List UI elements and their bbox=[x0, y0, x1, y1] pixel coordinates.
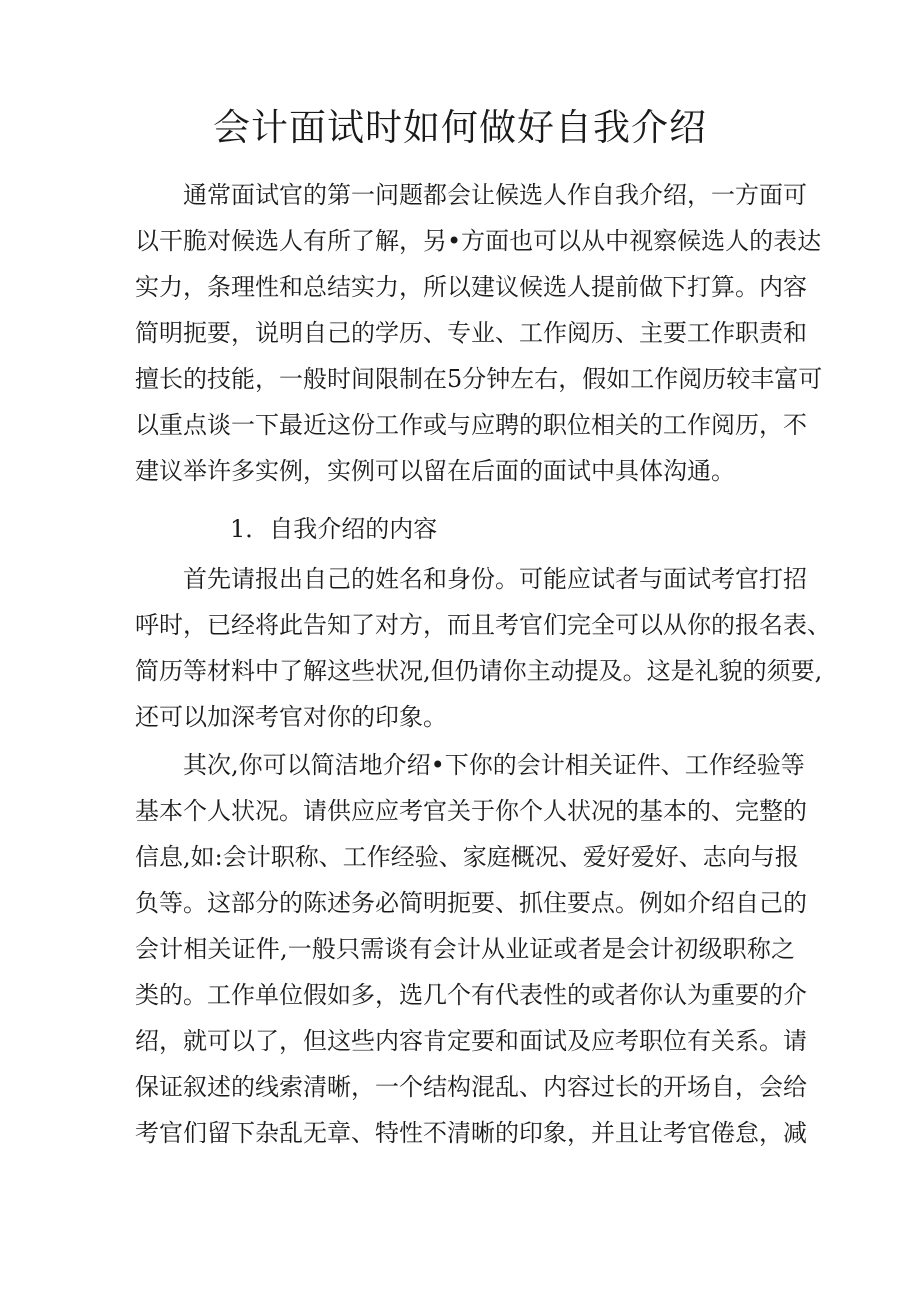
text-line: 基本个人状况。请供应应考官关于你个人状况的基本的、完整的 bbox=[135, 797, 807, 825]
text-line: 建议举许多实例，实例可以留在后面的面试中具体沟通。 bbox=[135, 457, 735, 485]
text-line: 呼时，已经将此告知了对方，而且考官们完全可以从你的报名表、 bbox=[135, 611, 831, 639]
section-heading bbox=[230, 506, 730, 552]
text-line: 信息,如:会计职称、工作经验、家庭概况、爱好爱好、志向与报 bbox=[135, 843, 799, 871]
text-line: 会计相关证件,一般只需谈有会计从业证或者是会计初级职称之 bbox=[135, 935, 795, 963]
text-line: 通常面试官的第一问题都会让候选人作自我介绍，一方面可 bbox=[183, 181, 807, 209]
paragraph-intro bbox=[135, 172, 823, 494]
text-line: 简历等材料中了解这些状况,但仍请你主动提及。这是礼貌的须要, bbox=[135, 657, 823, 685]
page-title: 会计面试时如何做好自我介绍 bbox=[213, 106, 707, 149]
paragraph-background bbox=[135, 742, 807, 1156]
text-line: 保证叙述的线索清晰，一个结构混乱、内容过长的开场自，会给 bbox=[135, 1073, 807, 1101]
text-line: 类的。工作单位假如多，选几个有代表性的或者你认为重要的介 bbox=[135, 981, 807, 1009]
text-line: 考官们留下杂乱无章、特性不清晰的印象，并且让考官倦怠，减 bbox=[135, 1119, 807, 1147]
text-line: 还可以加深考官对你的印象。 bbox=[135, 703, 447, 731]
text-line: 以干脆对候选人有所了解，另•方面也可以从中视察候选人的表达 bbox=[135, 227, 822, 255]
text-line: 负等。这部分的陈述务必简明扼要、抓住要点。例如介绍自己的 bbox=[135, 889, 807, 917]
text-line: 绍，就可以了，但这些内容肯定要和面试及应考职位有关系。请 bbox=[135, 1027, 807, 1055]
text-line: 实力，条理性和总结实力，所以建议候选人提前做下打算。内容 bbox=[135, 273, 807, 301]
text-line: 以重点谈一下最近这份工作或与应聘的职位相关的工作阅历，不 bbox=[135, 411, 807, 439]
text-line: 擅长的技能，一般时间限制在5分钟左右，假如工作阅历较丰富可 bbox=[135, 365, 823, 393]
paragraph-name-identity bbox=[135, 556, 831, 740]
text-line: 首先请报出自己的姓名和身份。可能应试者与面试考官打招 bbox=[183, 565, 807, 593]
text-line: 简明扼要，说明自己的学历、专业、工作阅历、主要工作职责和 bbox=[135, 319, 807, 347]
text-line: 其次,你可以简洁地介绍•下你的会计相关证件、工作经验等 bbox=[183, 751, 805, 779]
section-heading-text: 1．自我介绍的内容 bbox=[230, 515, 438, 543]
